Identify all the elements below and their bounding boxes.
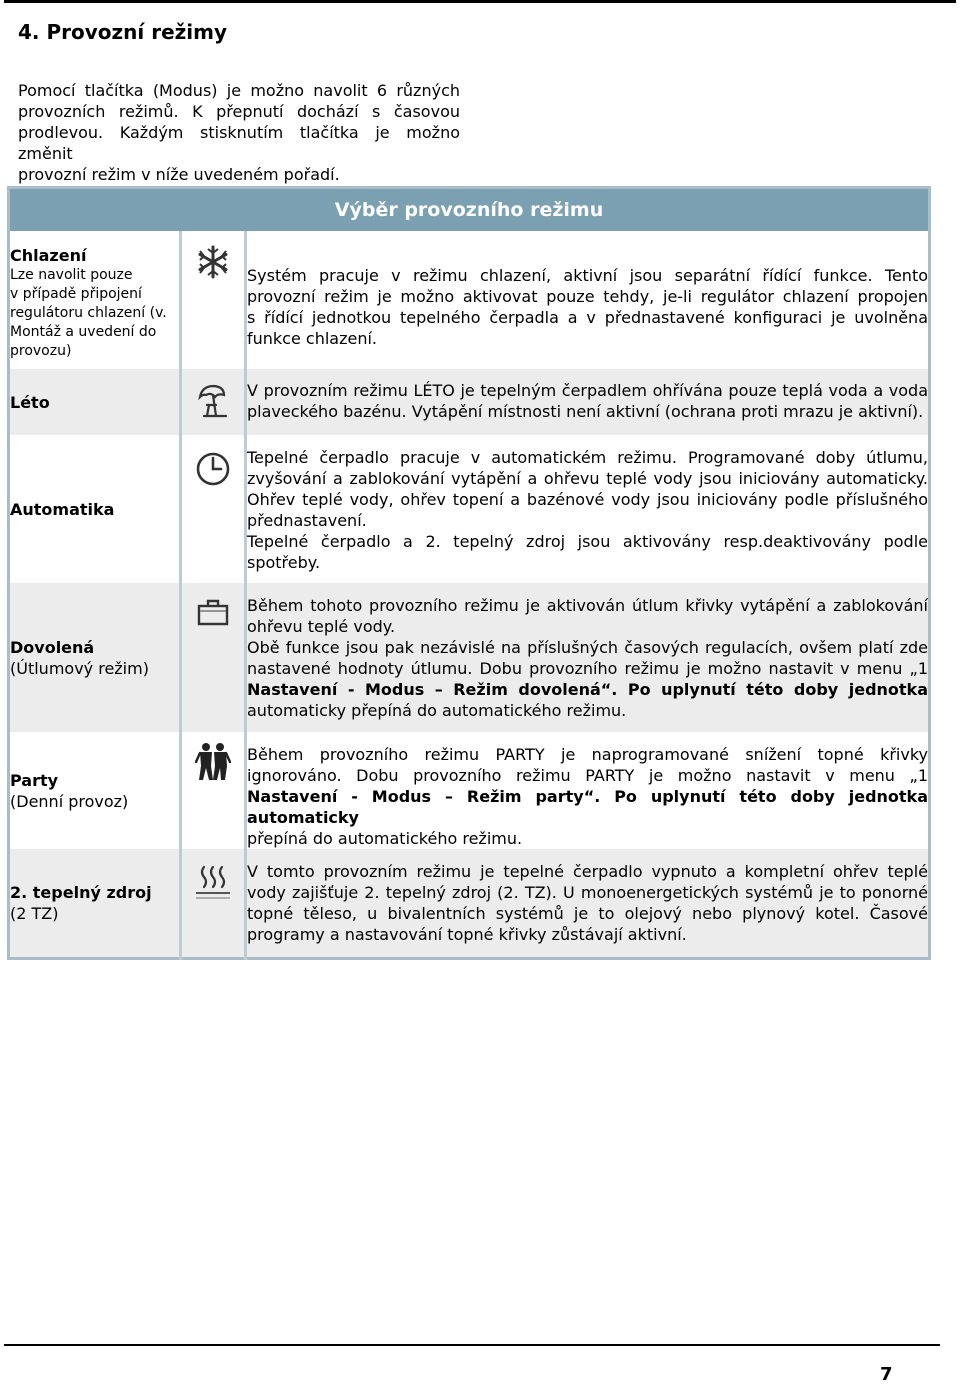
description-line: zvyšování a zablokování vytápění a ohřevu teplé vody jsou iniciovány automaticky. <box>247 469 928 488</box>
mode-label-cell <box>9 435 181 583</box>
mode-label-cell <box>9 369 181 435</box>
mode-name: Party <box>10 770 59 790</box>
mode-note-line: v případě připojení <box>10 286 142 302</box>
mode-note-line: provozu) <box>10 343 72 359</box>
description-line: s řídící jednotkou tepelného čerpadla a v přednastavené konfiguraci je uvolněna <box>247 308 928 327</box>
top-rule <box>4 0 956 3</box>
table-row <box>9 583 930 732</box>
mode-note-line: Montáž a uvedení do <box>10 324 157 340</box>
description-line: přepíná do automatického režimu. <box>247 829 523 848</box>
description-line: V tomto provozním režimu je tepelné čerpadlo vypnuto a kompletní ohřev teplé <box>247 862 928 881</box>
mode-name: Chlazení <box>10 246 87 265</box>
heating-element-icon <box>194 863 232 903</box>
mode-icon-cell <box>181 849 246 958</box>
clock-icon <box>195 451 231 487</box>
description-line: programy a nastavování topné křivky zůstávají aktivní. <box>247 925 687 944</box>
mode-label-cell <box>9 583 181 732</box>
description-line: Tepelné čerpadlo pracuje v automatickém režimu. Programované doby útlumu, <box>247 448 928 467</box>
description-line: přednastavení. <box>247 511 367 530</box>
snowflake-icon <box>196 245 230 279</box>
description-line: Nastavení - Modus – Režim dovolená“. Po uplynutí této doby jednotka <box>247 680 928 699</box>
description-line: automaticky přepíná do automatického režimu. <box>247 701 627 720</box>
mode-description <box>246 732 930 849</box>
description-line: Obě funkce jsou pak nezávislé na příslušných časových regulacích, ovšem platí zde <box>247 638 928 657</box>
mode-name: Dovolená <box>10 637 95 657</box>
table-row <box>9 369 930 435</box>
description-line: Během tohoto provozního režimu je aktivován útlum křivky vytápění a zablokování <box>247 596 928 615</box>
mode-description <box>246 369 930 435</box>
mode-icon-cell <box>181 583 246 732</box>
mode-description <box>246 435 930 583</box>
mode-note-line: regulátoru chlazení (v. <box>10 305 167 321</box>
mode-description <box>246 583 930 732</box>
mode-name: 2. tepelný zdroj <box>10 882 152 902</box>
description-line: vody zajišťuje 2. tepelný zdroj (2. TZ). U monoenergetických systémů je to ponorné <box>247 883 928 902</box>
description-line: funkce chlazení. <box>247 329 378 348</box>
operating-modes-table <box>7 186 931 960</box>
mode-description <box>246 231 930 369</box>
table-row <box>9 435 930 583</box>
section-heading: 4. Provozní režimy <box>18 20 228 44</box>
description-line: ohřevu teplé vody. <box>247 617 396 636</box>
party-people-icon <box>195 742 231 782</box>
mode-note-line: Lze navolit pouze <box>10 267 133 283</box>
mode-label-cell <box>9 231 181 369</box>
intro-line: prodlevou. Každým stisknutím tlačítka je možno změnit <box>18 123 460 163</box>
description-line: plaveckého bazénu. Vytápění místnosti není aktivní (ochrana proti mrazu je aktivní). <box>247 402 924 421</box>
mode-subtitle: (2 TZ) <box>10 903 59 923</box>
intro-line: provozních režimů. K přepnutí dochází s časovou <box>18 102 460 121</box>
mode-name: Automatika <box>10 499 115 519</box>
parasol-icon <box>196 383 230 419</box>
description-line: nastavené hodnoty útlumu. Dobu provozního režimu je možno nastavit v menu „1 <box>247 659 928 678</box>
description-line: provozní režim je možno aktivovat pouze tehdy, je-li regulátor chlazení propojen <box>247 287 928 306</box>
mode-subtitle: (Útlumový režim) <box>10 658 149 678</box>
mode-icon-cell <box>181 435 246 583</box>
mode-label-cell <box>9 732 181 849</box>
description-line: topné těleso, u bivalentních systémů je to olejový nebo plynový kotel. Časové <box>247 904 928 923</box>
table-row <box>9 849 930 958</box>
bottom-rule <box>4 1344 940 1346</box>
mode-label-cell <box>9 849 181 958</box>
intro-line: provozní režim v níže uvedeném pořadí. <box>18 165 340 184</box>
mode-subtitle: (Denní provoz) <box>10 791 129 811</box>
mode-icon-cell <box>181 369 246 435</box>
table-row <box>9 732 930 849</box>
intro-line: Pomocí tlačítka (Modus) je možno navolit 6 různých <box>18 81 460 100</box>
description-line: spotřeby. <box>247 553 321 572</box>
description-line: Systém pracuje v režimu chlazení, aktivní jsou separátní řídící funkce. Tento <box>247 266 928 285</box>
mode-icon-cell <box>181 732 246 849</box>
table-header-row <box>9 188 930 232</box>
table-row <box>9 231 930 369</box>
mode-description <box>246 849 930 958</box>
description-line: Tepelné čerpadlo a 2. tepelný zdroj jsou aktivovány resp.deaktivovány podle <box>247 532 928 551</box>
page-number: 7 <box>880 1364 893 1385</box>
table-title: Výběr provozního režimu <box>9 188 930 232</box>
description-line: ignorováno. Dobu provozního režimu PARTY je možno nastavit v menu „1 <box>247 766 928 785</box>
description-line: Nastavení - Modus – Režim party“. Po uplynutí této doby jednotka automaticky <box>247 787 928 827</box>
suitcase-icon <box>196 597 230 627</box>
description-line: Ohřev teplé vody, ohřev topení a bazénové vody jsou iniciovány podle příslušného <box>247 490 928 509</box>
description-line: V provozním režimu LÉTO je tepelným čerpadlem ohřívána pouze teplá voda a voda <box>247 381 928 400</box>
mode-name: Léto <box>10 392 50 412</box>
intro-paragraph <box>18 80 460 185</box>
description-line: Během provozního režimu PARTY je naprogramované snížení topné křivky <box>247 745 928 764</box>
mode-icon-cell <box>181 231 246 369</box>
